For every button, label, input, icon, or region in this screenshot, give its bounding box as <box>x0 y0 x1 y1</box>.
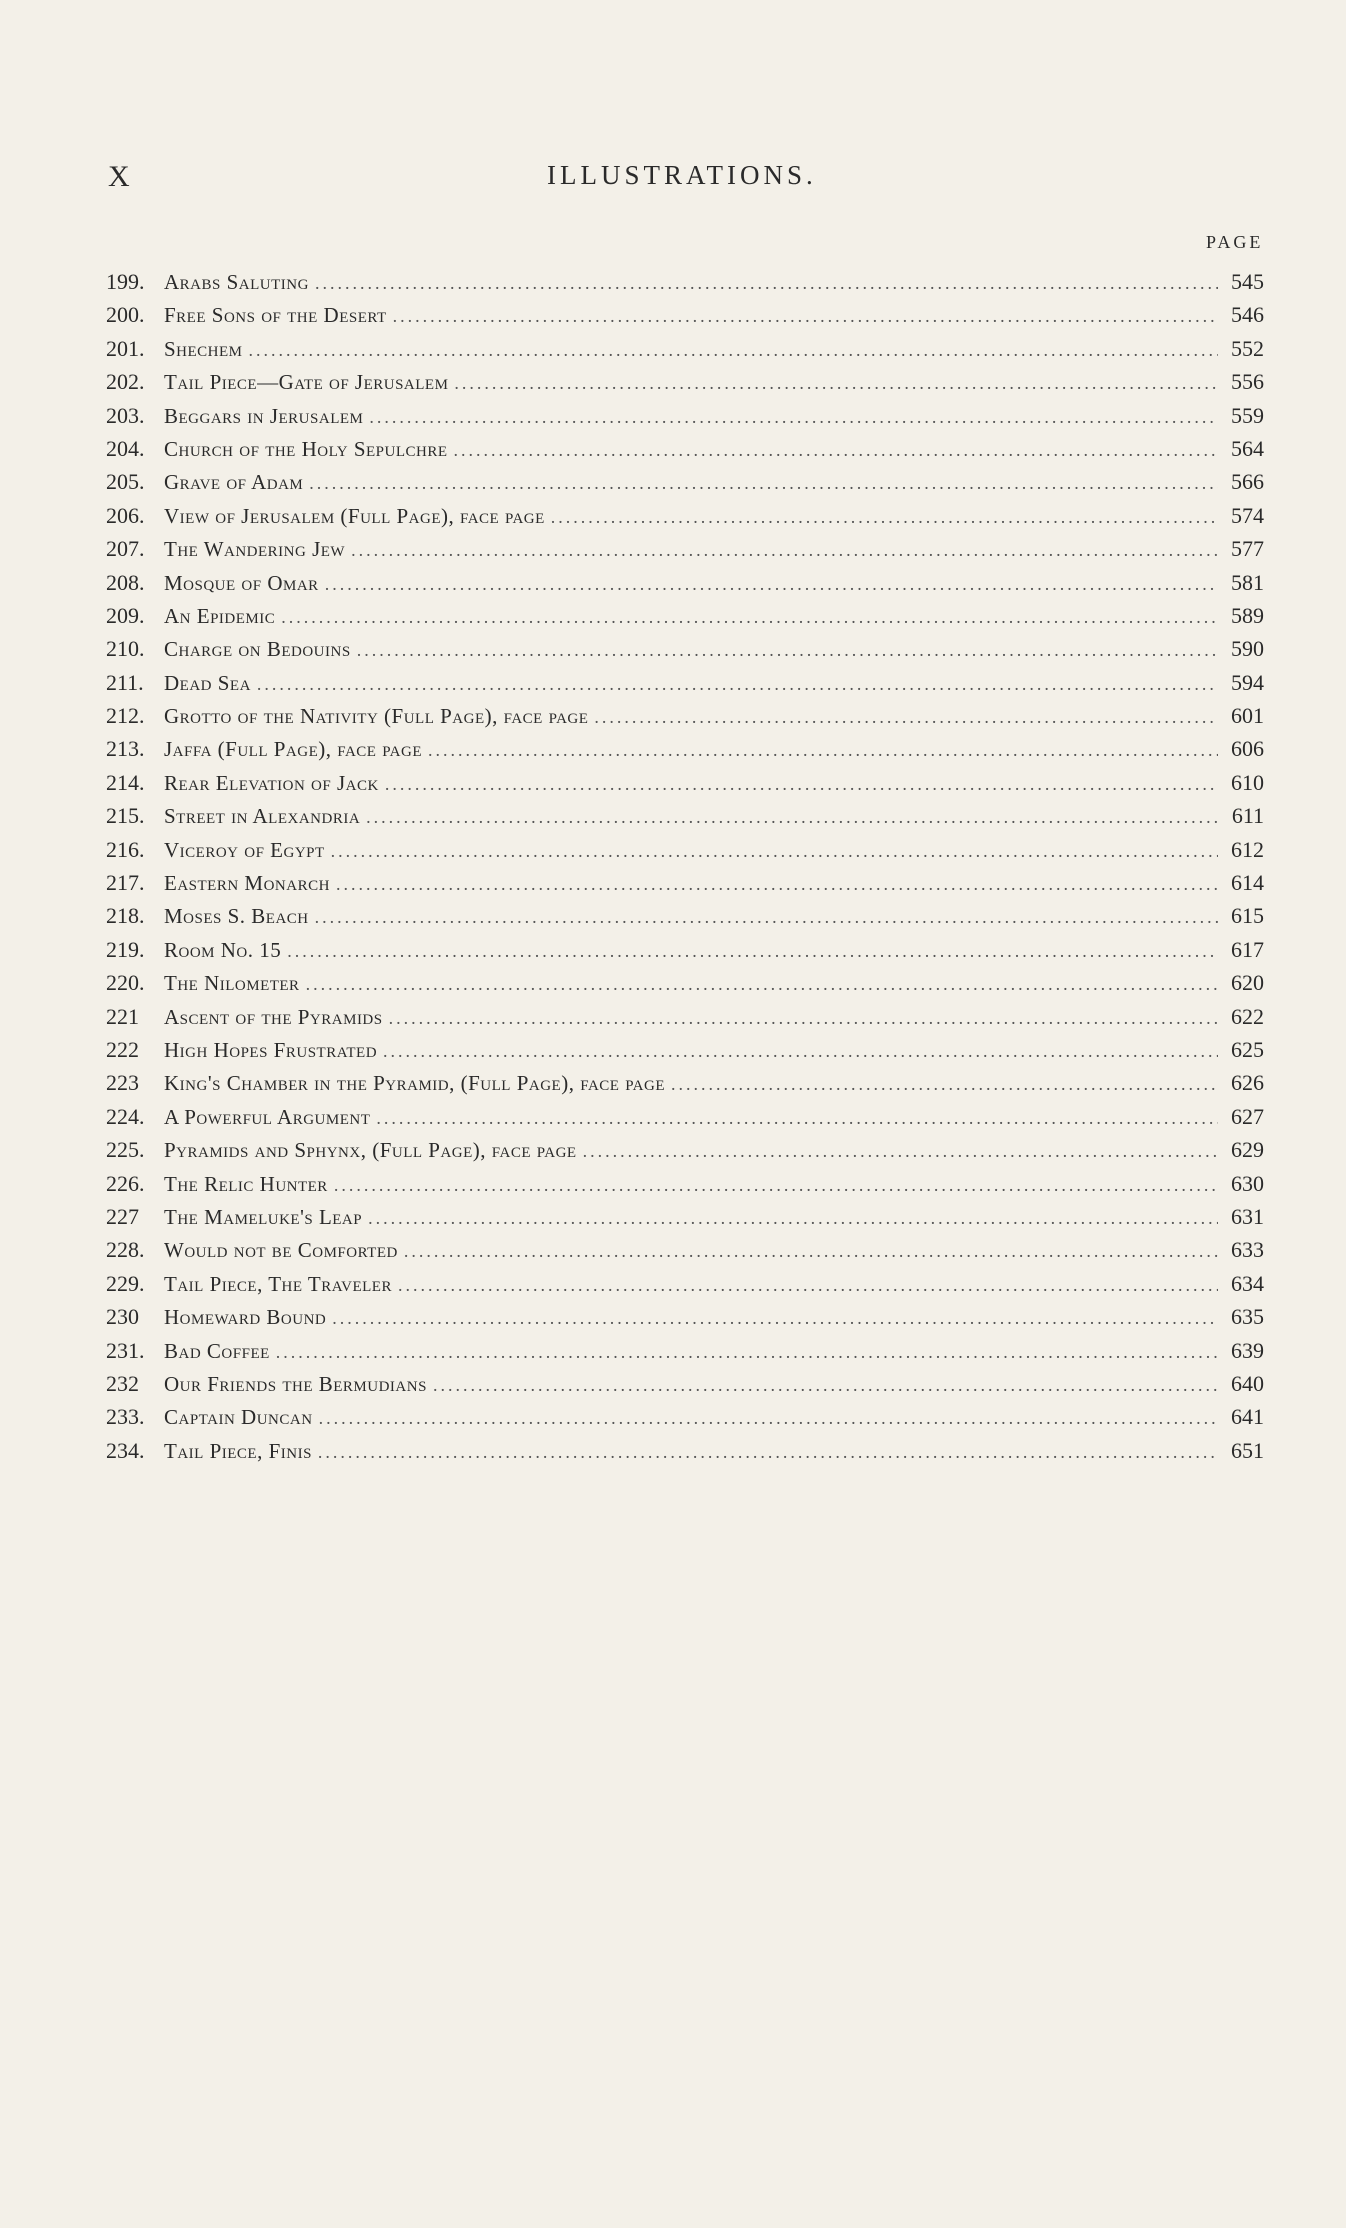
entry-title: Our Friends the Bermudians <box>164 1371 427 1396</box>
entry-page: 612 <box>1231 836 1264 862</box>
entry-number: 214. <box>106 769 145 795</box>
entry-number: 231. <box>106 1337 145 1363</box>
entry-number: 230 <box>106 1304 139 1330</box>
entry-number: 234. <box>106 1437 145 1463</box>
dot-leader <box>366 807 1218 828</box>
entry-page: 559 <box>1231 402 1264 428</box>
dot-leader <box>318 1442 1218 1463</box>
entry-title: The Relic Hunter <box>164 1171 328 1196</box>
dot-leader <box>325 574 1218 595</box>
entry-page: 631 <box>1231 1203 1264 1229</box>
list-item <box>106 937 1264 970</box>
entry-page: 622 <box>1231 1003 1264 1029</box>
entry-page: 625 <box>1231 1036 1264 1062</box>
entry-number: 226. <box>106 1170 145 1196</box>
dot-leader <box>315 907 1218 928</box>
entry-title: Homeward Bound <box>164 1305 327 1330</box>
entry-number: 202. <box>106 369 145 395</box>
entry-title: Grave of Adam <box>164 470 304 495</box>
dot-leader <box>319 1408 1218 1429</box>
dot-leader <box>583 1141 1218 1162</box>
dot-leader <box>351 540 1218 561</box>
dot-leader <box>398 1275 1218 1296</box>
entry-title: Beggars in Jerusalem <box>164 403 364 428</box>
list-item <box>106 336 1264 369</box>
entry-number: 210. <box>106 636 145 662</box>
entry-page: 639 <box>1231 1337 1264 1363</box>
entry-number: 199. <box>106 269 145 294</box>
entry-number: 215. <box>106 803 145 829</box>
list-item <box>106 1004 1264 1037</box>
entry-title: Church of the Holy Sepulchre <box>164 436 448 461</box>
dot-leader <box>428 740 1218 761</box>
entry-number: 217. <box>106 870 145 896</box>
entry-page: 577 <box>1231 536 1264 562</box>
list-item <box>106 1438 1264 1471</box>
list-item <box>106 570 1264 603</box>
entry-title: Pyramids and Sphynx, (Full Page), face page <box>164 1138 577 1163</box>
entry-number: 232 <box>106 1370 139 1396</box>
entry-title: A Powerful Argument <box>164 1104 371 1129</box>
entry-page: 589 <box>1231 602 1264 628</box>
dot-leader <box>281 607 1218 628</box>
entry-number: 228. <box>106 1237 145 1263</box>
entry-page: 620 <box>1231 970 1264 996</box>
entry-title: Captain Duncan <box>164 1405 313 1430</box>
list-item <box>106 1137 1264 1170</box>
entry-page: 581 <box>1231 569 1264 595</box>
entry-title: Tail Piece—Gate of Jerusalem <box>164 370 449 395</box>
dot-leader <box>433 1375 1218 1396</box>
entry-number: 209. <box>106 602 145 628</box>
list-item <box>106 903 1264 936</box>
entry-page: 635 <box>1231 1304 1264 1330</box>
list-item <box>106 1037 1264 1070</box>
dot-leader <box>454 440 1218 461</box>
dot-leader <box>454 373 1218 394</box>
dot-leader <box>315 273 1218 294</box>
entry-page: 594 <box>1231 669 1264 695</box>
dot-leader <box>249 340 1218 361</box>
entry-page: 590 <box>1231 636 1264 662</box>
entry-number: 225. <box>106 1137 145 1163</box>
entry-title: Rear Elevation of Jack <box>164 770 379 795</box>
entry-title: Mosque of Omar <box>164 570 319 595</box>
entry-page: 610 <box>1231 769 1264 795</box>
list-item <box>106 636 1264 669</box>
entry-page: 617 <box>1231 936 1264 962</box>
entry-page: 634 <box>1231 1270 1264 1296</box>
entry-title: Shechem <box>164 336 243 361</box>
entry-title: View of Jerusalem (Full Page), face page <box>164 503 545 528</box>
entry-number: 219. <box>106 936 145 962</box>
list-item <box>106 703 1264 736</box>
entry-page: 630 <box>1231 1170 1264 1196</box>
dot-leader <box>393 306 1218 327</box>
list-item <box>106 403 1264 436</box>
entry-title: Jaffa (Full Page), face page <box>164 737 423 762</box>
list-item <box>106 803 1264 836</box>
entry-page: 627 <box>1231 1103 1264 1129</box>
list-item <box>106 970 1264 1003</box>
list-item <box>106 536 1264 569</box>
entry-number: 222 <box>106 1036 139 1062</box>
dot-leader <box>276 1342 1218 1363</box>
entry-page: 566 <box>1231 469 1264 495</box>
entry-page: 614 <box>1231 870 1264 896</box>
entry-number: 223 <box>106 1070 139 1096</box>
dot-leader <box>594 707 1218 728</box>
list-item <box>106 603 1264 636</box>
entry-number: 208. <box>106 569 145 595</box>
entry-number: 220. <box>106 970 145 996</box>
dot-leader <box>287 941 1218 962</box>
entry-page: 574 <box>1231 502 1264 528</box>
dot-leader <box>306 974 1218 995</box>
entry-title: Ascent of the Pyramids <box>164 1004 383 1029</box>
entry-number: 224. <box>106 1103 145 1129</box>
entry-number: 233. <box>106 1404 145 1430</box>
dot-leader <box>334 1175 1218 1196</box>
entry-number: 207. <box>106 536 145 562</box>
entry-page: 611 <box>1231 803 1264 829</box>
list-item <box>106 436 1264 469</box>
entry-title: Would not be Comforted <box>164 1238 398 1263</box>
entry-number: 221 <box>106 1003 139 1029</box>
entry-number: 203. <box>106 402 145 428</box>
list-item <box>106 736 1264 769</box>
dot-leader <box>369 407 1218 428</box>
entry-page: 545 <box>1231 269 1264 294</box>
entry-number: 216. <box>106 836 145 862</box>
entry-number: 205. <box>106 469 145 495</box>
page-number: X <box>108 160 131 193</box>
entry-page: 629 <box>1231 1137 1264 1163</box>
list-item <box>106 1171 1264 1204</box>
dot-leader <box>671 1074 1218 1095</box>
entry-page: 546 <box>1231 302 1264 328</box>
entry-number: 204. <box>106 435 145 461</box>
list-item <box>106 670 1264 703</box>
entry-title: Charge on Bedouins <box>164 637 351 662</box>
entry-number: 200. <box>106 302 145 328</box>
entry-title: Grotto of the Nativity (Full Page), face page <box>164 704 589 729</box>
entry-title: Dead Sea <box>164 670 251 695</box>
dot-leader <box>385 774 1218 795</box>
list-item <box>106 837 1264 870</box>
list-item <box>106 1237 1264 1270</box>
dot-leader <box>376 1108 1218 1129</box>
entry-title: Free Sons of the Desert <box>164 303 387 328</box>
entry-number: 201. <box>106 335 145 361</box>
entry-title: The Wandering Jew <box>164 537 346 562</box>
entry-title: King's Chamber in the Pyramid, (Full Page), face page <box>164 1071 665 1096</box>
dot-leader <box>551 507 1218 528</box>
list-item <box>106 1338 1264 1371</box>
list-item <box>106 1371 1264 1404</box>
entry-title: An Epidemic <box>164 603 276 628</box>
dot-leader <box>404 1241 1218 1262</box>
entry-number: 229. <box>106 1270 145 1296</box>
entry-page: 564 <box>1231 435 1264 461</box>
list-item <box>106 1271 1264 1304</box>
dot-leader <box>332 1308 1218 1329</box>
entry-title: Eastern Monarch <box>164 871 330 896</box>
entry-title: Room No. 15 <box>164 937 282 962</box>
entry-title: High Hopes Frustrated <box>164 1037 378 1062</box>
entry-title: The Mameluke's Leap <box>164 1204 363 1229</box>
list-item <box>106 1104 1264 1137</box>
entry-number: 213. <box>106 736 145 762</box>
dot-leader <box>368 1208 1218 1229</box>
list-item <box>106 269 1264 302</box>
entry-page: 606 <box>1231 736 1264 762</box>
dot-leader <box>309 473 1218 494</box>
entry-page: 651 <box>1231 1437 1264 1463</box>
entry-title: Street in Alexandria <box>164 804 361 829</box>
entry-page: 552 <box>1231 335 1264 361</box>
illustrations-list <box>106 269 1264 1471</box>
list-item <box>106 469 1264 502</box>
list-item <box>106 1304 1264 1337</box>
list-item <box>106 770 1264 803</box>
entry-page: 641 <box>1231 1404 1264 1430</box>
list-item <box>106 302 1264 335</box>
page-column-heading: PAGE <box>1206 232 1264 252</box>
dot-leader <box>331 841 1218 862</box>
entry-title: Moses S. Beach <box>164 904 309 929</box>
entry-page: 633 <box>1231 1237 1264 1263</box>
entry-number: 218. <box>106 903 145 929</box>
list-item <box>106 870 1264 903</box>
entry-title: Viceroy of Egypt <box>164 837 325 862</box>
entry-title: Tail Piece, Finis <box>164 1438 312 1463</box>
dot-leader <box>383 1041 1218 1062</box>
entry-number: 211. <box>106 669 144 695</box>
entry-title: Tail Piece, The Traveler <box>164 1271 392 1296</box>
entry-page: 615 <box>1231 903 1264 929</box>
entry-title: Arabs Saluting <box>164 270 309 294</box>
dot-leader <box>257 674 1218 695</box>
list-item <box>106 1204 1264 1237</box>
entry-page: 601 <box>1231 703 1264 729</box>
entry-page: 626 <box>1231 1070 1264 1096</box>
entry-page: 640 <box>1231 1370 1264 1396</box>
dot-leader <box>357 640 1218 661</box>
dot-leader <box>389 1008 1218 1029</box>
entry-title: Bad Coffee <box>164 1338 270 1363</box>
running-title: ILLUSTRATIONS. <box>547 160 817 190</box>
entry-title: The Nilometer <box>164 971 300 996</box>
entry-page: 556 <box>1231 369 1264 395</box>
entry-number: 212. <box>106 703 145 729</box>
dot-leader <box>336 874 1218 895</box>
list-item <box>106 369 1264 402</box>
list-item <box>106 1404 1264 1437</box>
entry-number: 206. <box>106 502 145 528</box>
list-item <box>106 1070 1264 1103</box>
entry-number: 227 <box>106 1203 139 1229</box>
list-item <box>106 503 1264 536</box>
